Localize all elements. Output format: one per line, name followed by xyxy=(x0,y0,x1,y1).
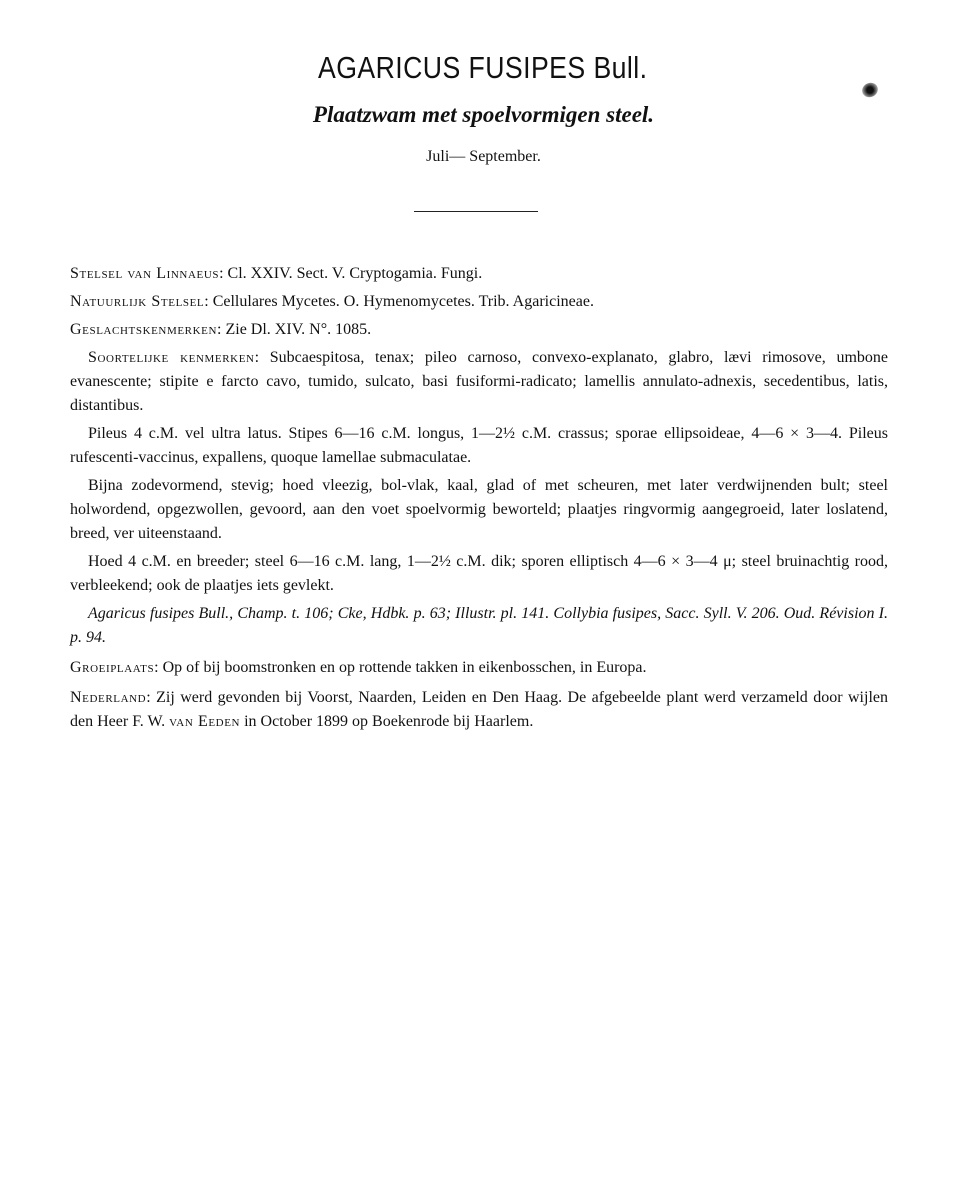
nederland-label: Nederland xyxy=(70,689,147,706)
dutch-name-subtitle: Plaatzwam met spoelvormigen steel. xyxy=(312,102,655,127)
natuurlijk-paragraph: Natuurlijk Stelsel: Cellulares Mycetes. O. Hymenomycetes. Trib. Agaricineae. xyxy=(70,293,594,310)
description-body xyxy=(70,262,888,734)
groeiplaats-text: Op of bij boomstronken en op rottende takken in eikenbosschen, in Europa. xyxy=(162,659,647,676)
groeiplaats-paragraph: Groeiplaats: Op of bij boomstronken en op rottende takken in eikenbosschen, in Europa. xyxy=(70,659,647,676)
natuurlijk-label: Natuurlijk Stelsel xyxy=(70,293,205,310)
linnaeus-label: Stelsel van Linnaeus xyxy=(70,265,220,282)
flowering-period: Juli— September. xyxy=(426,148,541,165)
soort-paragraph: Soortelijke kenmerken: Subcaespitosa, tenax; pileo carnoso, convexo-explanato, glabro, lævi rimosove, umbone evanescente; stipite e farcto cavo, tumido, sulcato, basi fusiformi-radicato; lamellis annulato-adnexis, secedentibus, latis, distantibus. xyxy=(70,349,888,414)
nederland-paragraph: Nederland: Zij werd gevonden bij Voorst, Naarden, Leiden en Den Haag. De afgebeelde plant werd verzameld door wijlen den Heer F. W. van Eeden in October 1899 op Boekenrode bij Haarlem. xyxy=(70,689,888,730)
geslacht-label: Geslachtskenmerken xyxy=(70,321,218,338)
linnaeus-text: Cl. XXIV. Sect. V. Cryptogamia. Fungi. xyxy=(227,265,483,282)
natuurlijk-text: Cellulares Mycetes. O. Hymenomycetes. Trib. Agaricineae. xyxy=(212,293,594,310)
nederland-text-after: in October 1899 op Boekenrode bij Haarlem. xyxy=(244,713,534,730)
geslacht-text: Zie Dl. XIV. N°. 1085. xyxy=(225,321,372,338)
nederland-text-before: Zij werd gevonden bij Voorst, Naarden, Leiden en Den Haag. De afgebeelde plant werd verzameld door wijlen den Heer F. W. xyxy=(70,689,888,730)
soort-label: Soortelijke kenmerken xyxy=(88,349,255,366)
references-paragraph: Agaricus fusipes Bull., Champ. t. 106; Cke, Hdbk. p. 63; Illustr. pl. 141. Collybia fusipes, Sacc. Syll. V. 206. Oud. Révision I. p. 94. xyxy=(70,605,888,646)
linnaeus-paragraph: Stelsel van Linnaeus: Cl. XXIV. Sect. V. Cryptogamia. Fungi. xyxy=(70,265,483,282)
latin-measures-paragraph: Pileus 4 c.M. vel ultra latus. Stipes 6—16 c.M. longus, 1—2½ c.M. crassus; sporae ellipsoideae, 4—6 × 3—4. Pileus rufescenti-vaccinus, expallens, quoque lamellae submaculatae. xyxy=(70,425,888,466)
soort-text: Subcaespitosa, tenax; pileo carnoso, convexo-explanato, glabro, lævi rimosove, umbone evanescente; stipite e farcto cavo, tumido, sulcato, basi fusiformi-radicato; lamellis annulato-adnexis, secedentibus, latis, distantibus. xyxy=(70,349,888,414)
divider-rule xyxy=(414,211,538,212)
species-title: AGARICUS FUSIPES Bull. xyxy=(317,50,648,85)
geslacht-paragraph: Geslachtskenmerken: Zie Dl. XIV. N°. 1085. xyxy=(70,321,372,338)
collector-name: van Eeden xyxy=(169,713,241,730)
dutch-description-paragraph: Bijna zodevormend, stevig; hoed vleezig, bol-vlak, kaal, glad of met scheuren, met later verdwijnenden bult; steel holwordend, opgezwollen, gevoord, aan den voet spoelvormig beworteld; plaatjes ringvormig aangegroeid, later loslatend, breed, ver uiteenstaand. xyxy=(70,477,888,542)
dutch-measures-paragraph: Hoed 4 c.M. en breeder; steel 6—16 c.M. lang, 1—2½ c.M. dik; sporen elliptisch 4—6 × 3—4 μ; steel bruinachtig rood, verbleekend; ook de plaatjes iets gevlekt. xyxy=(70,553,888,594)
groeiplaats-label: Groeiplaats xyxy=(70,659,155,676)
